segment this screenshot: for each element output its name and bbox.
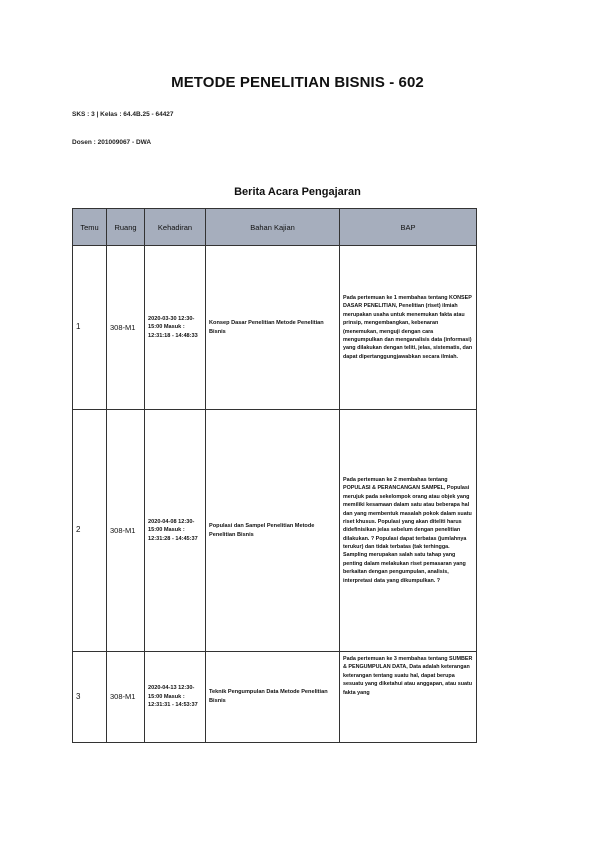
table-row xyxy=(73,410,477,652)
section-title: Berita Acara Pengajaran xyxy=(234,186,361,198)
header-ruang: Ruang xyxy=(107,209,145,246)
cell-temu: 3 xyxy=(73,652,107,743)
bap-table xyxy=(72,208,477,743)
cell-temu: 1 xyxy=(73,246,107,410)
cell-bahan-kajian: Konsep Dasar Penelitian Metode Penelitian Bisnis xyxy=(206,246,340,410)
table-header-row xyxy=(73,209,477,246)
header-temu: Temu xyxy=(73,209,107,246)
table-row xyxy=(73,652,477,743)
sks-kelas-line: SKS : 3 | Kelas : 64.4B.25 - 64427 xyxy=(72,111,174,118)
header-bahan-kajian: Bahan Kajian xyxy=(206,209,340,246)
dosen-line: Dosen : 201009067 - DWA xyxy=(72,139,152,146)
cell-bap: Pada pertemuan ke 1 membahas tentang KONSEP DASAR PENELITIAN, Penelitian (riset) ilmiah merupakan usaha untuk menemukan fakta atau prinsip, mengembangkan, kebenaran (menemukan, menguji dengan cara mengumpulkan dan menganalisis data (informasi) yang dilakukan dengan teliti, jelas, sistematis, dan dapat dipertanggungjawabkan secara ilmiah. xyxy=(340,246,477,410)
cell-bap: Pada pertemuan ke 3 membahas tentang SUMBER & PENGUMPULAN DATA, Data adalah keterangan keterangan tentang suatu hal, dapat berupa sesuatu yang diketahui atau anggapan, atau suatu fakta yang xyxy=(340,652,477,743)
cell-bahan-kajian: Teknik Pengumpulan Data Metode Penelitian Bisnis xyxy=(206,652,340,743)
cell-kehadiran: 2020-04-08 12:30-15:00 Masuk : 12:31:28 - 14:45:37 xyxy=(145,410,206,652)
cell-temu: 2 xyxy=(73,410,107,652)
cell-bahan-kajian: Populasi dan Sampel Penelitian Metode Penelitian Bisnis xyxy=(206,410,340,652)
header-kehadiran: Kehadiran xyxy=(145,209,206,246)
cell-ruang: 308-M1 xyxy=(107,410,145,652)
table-row xyxy=(73,246,477,410)
header-bap: BAP xyxy=(340,209,477,246)
cell-ruang: 308-M1 xyxy=(107,246,145,410)
cell-ruang: 308-M1 xyxy=(107,652,145,743)
cell-kehadiran: 2020-04-13 12:30-15:00 Masuk : 12:31:31 - 14:53:37 xyxy=(145,652,206,743)
page-title: METODE PENELITIAN BISNIS - 602 xyxy=(171,74,424,91)
cell-kehadiran: 2020-03-30 12:30-15:00 Masuk : 12:31:18 - 14:48:33 xyxy=(145,246,206,410)
cell-bap: Pada pertemuan ke 2 membahas tentang POPULASI & PERANCANGAN SAMPEL, Populasi merujuk pada sekelompok orang atau objek yang memiliki kesamaan dalam satu atau beberapa hal dan yang membentuk masalah pokok dalam suatu riset khusus. Populasi yang akan diteliti harus didefinisikan jelas sebelum dengan penelitian dilakukan. ? Populasi dapat terbatas (jumlahnya terukur) dan tidak terbatas (tak terhingga. Sampling merupakan salah satu tahap yang penting dalam melakukan riset pemasaran yang berkaitan dengan pengumpulan, analisis, interpretasi data yang dikumpulkan. ? xyxy=(340,410,477,652)
